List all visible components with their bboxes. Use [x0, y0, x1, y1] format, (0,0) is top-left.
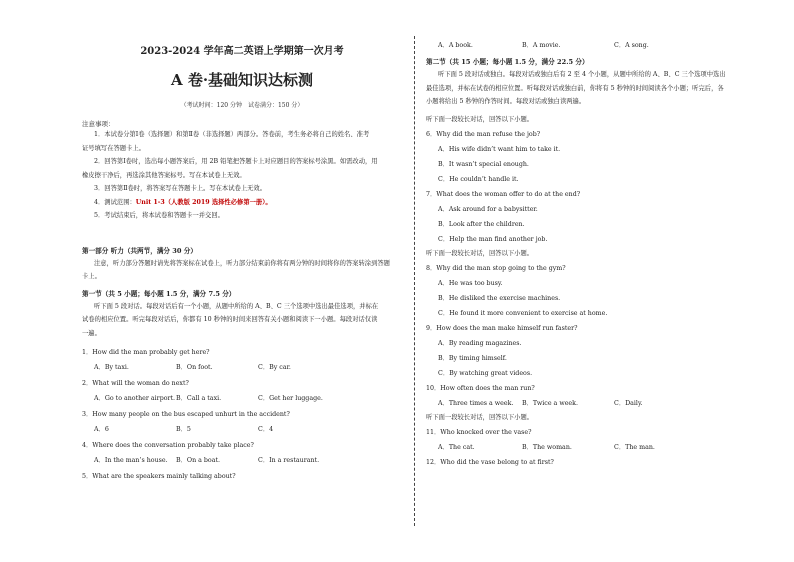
option-c: C．By watching great videos. [438, 369, 533, 377]
option-c: C．The man. [614, 443, 655, 451]
option-a: A．The cat. [438, 443, 475, 451]
option-c: C．By car. [258, 364, 291, 371]
listen-instruction: 听下面一段较长对话，回答以下小题。 [426, 115, 534, 123]
listen-instruction: 听下面一段较长对话，回答以下小题。 [426, 249, 534, 257]
option-c: C．A song. [614, 42, 649, 49]
section1-instruction: 听下面 5 段对话。每段对话后有一个小题，从题中所给的 A、B、C 三个选项中选出最佳选项，并标在 [94, 302, 379, 310]
option-b: B．It wasn’t special enough. [438, 160, 529, 168]
note-line-scope [82, 196, 402, 210]
options-11 [426, 442, 726, 451]
column-divider [414, 36, 415, 526]
question-11: 11．Who knocked over the vase? [426, 428, 532, 436]
option-c: C．In a restaurant. [258, 457, 320, 464]
option-b: B．He disliked the exercise machines. [438, 294, 561, 302]
option-a: A．He was too busy. [438, 279, 503, 287]
part1-instruction: 注意，听力部分答题时请先将答案标在试卷上，听力部分结束前你将有两分钟的时间将你的答案转涂到答题 [94, 259, 390, 267]
option-b: B．The woman. [522, 443, 572, 451]
option-a: A．Three times a week. [438, 399, 514, 407]
option-b: B．On a boat. [176, 457, 221, 464]
section2-instruction: 小题将给出 5 秒钟的作答时间。每段对话或独白读两遍。 [426, 98, 586, 105]
question-7: 7．What does the woman offer to do at the end? [426, 190, 581, 198]
option-c: C．Help the man find another job. [438, 235, 548, 243]
exam-subtitle: A 卷·基础知识达标测 [170, 71, 314, 89]
option-b: B．Look after the children. [438, 220, 525, 228]
question-10: 10．How often does the man run? [426, 384, 535, 392]
section2-instruction: 听下面 5 段对话或独白。每段对话或独白后有 2 至 4 个小题，从题中所给的 A、B、C 三个选项中选出 [438, 71, 726, 78]
option-a: A．6 [94, 426, 109, 433]
options-1 [82, 362, 402, 371]
section2-heading: 第二节（共 15 小题；每小题 1.5 分，满分 22.5 分） [426, 58, 589, 66]
scope-range: Unit 1-3（人教版 2019 选择性必修第一册）。 [135, 198, 272, 206]
option-a: A．By reading magazines. [438, 339, 522, 347]
note-line: 5．考试结束后，将本试卷和答题卡一并交回。 [94, 212, 224, 219]
option-a: A．His wife didn’t want him to take it. [438, 145, 561, 153]
options-4 [82, 455, 402, 464]
exam-time-info: （考试时间：120 分钟 试卷满分：150 分） [180, 102, 304, 109]
options-3 [82, 424, 402, 433]
option-b: B．By timing himself. [438, 354, 507, 362]
section1-heading: 第一节（共 5 小题；每小题 1.5 分，满分 7.5 分） [82, 289, 236, 298]
option-a: A．Go to another airport. [94, 395, 176, 402]
option-c: C．He couldn’t handle it. [438, 175, 519, 183]
note-line: 证号填写在答题卡上。 [82, 144, 145, 152]
left-column [82, 38, 402, 480]
section2-instruction: 最佳选项，并标在试卷的相应位置。听每段对话或独白前，你将有 5 秒钟的时间阅读各个小题；听完后，各 [426, 84, 724, 92]
question-3: 3．How many people on the bus escaped unhurt in the accident? [82, 411, 290, 418]
note-line: 1．本试卷分第Ⅰ卷（选择题）和第Ⅱ卷（非选择题）两部分。答卷前，考生务必将自己的姓名、准考 [94, 131, 370, 138]
listen-instruction: 听下面一段较长对话，回答以下小题。 [426, 413, 534, 421]
note-line: 3．回答第Ⅱ卷时，将答案写在答题卡上。写在本试卷上无效。 [94, 185, 267, 192]
question-6: 6．Why did the man refuse the job? [426, 130, 541, 138]
part1-instruction: 卡上。 [82, 273, 101, 280]
option-b: B．Twice a week. [522, 399, 578, 407]
options-5 [426, 40, 726, 49]
note-line: 2．回答第Ⅰ卷时，选出每小题答案后，用 2B 铅笔把答题卡上对应题目的答案标号涂黑。如需改动，用 [94, 158, 378, 165]
options-10 [426, 398, 726, 407]
question-5: 5．What are the speakers mainly talking about? [82, 473, 236, 480]
option-c: C．4 [258, 426, 274, 433]
question-9: 9．How does the man make himself run faster? [426, 324, 578, 332]
option-a: A．In the man’s house. [94, 457, 168, 464]
question-2: 2．What will the woman do next? [82, 380, 189, 387]
section1-instruction: 一遍。 [82, 329, 101, 337]
options-2 [82, 393, 402, 402]
option-a: A．A book. [438, 42, 473, 49]
option-c: C．He found it more convenient to exercise at home. [438, 309, 608, 317]
scope-label: 4．测试范围： [94, 198, 136, 206]
question-8: 8．Why did the man stop going to the gym? [426, 264, 566, 272]
right-column [426, 40, 726, 466]
part1-heading: 第一部分 听力（共两节，满分 30 分） [82, 246, 197, 255]
exam-title: 2023-2024 学年高二英语上学期第一次月考 [140, 46, 344, 57]
question-1: 1．How did the man probably get here? [82, 349, 210, 356]
section1-instruction: 试卷的相应位置。听完每段对话后，你都有 10 秒钟的时间来回答有关小题和阅读下一小题。每段对话仅读 [82, 316, 378, 323]
option-b: B．5 [176, 426, 191, 433]
option-b: B．A movie. [522, 42, 561, 49]
question-4: 4．Where does the conversation probably take place? [82, 442, 254, 449]
option-c: C．Daily. [614, 399, 643, 407]
note-line: 橡皮擦干净后，再选涂其他答案标号。写在本试卷上无效。 [82, 171, 246, 179]
option-b: B．On foot. [176, 364, 213, 371]
option-a: A．Ask around for a babysitter. [438, 205, 538, 213]
option-b: B．Call a taxi. [176, 395, 222, 402]
option-a: A．By taxi. [94, 364, 129, 371]
notes-heading: 注意事项： [82, 120, 115, 128]
question-12: 12．Who did the vase belong to at first? [426, 458, 554, 466]
option-c: C．Get her luggage. [258, 395, 323, 402]
